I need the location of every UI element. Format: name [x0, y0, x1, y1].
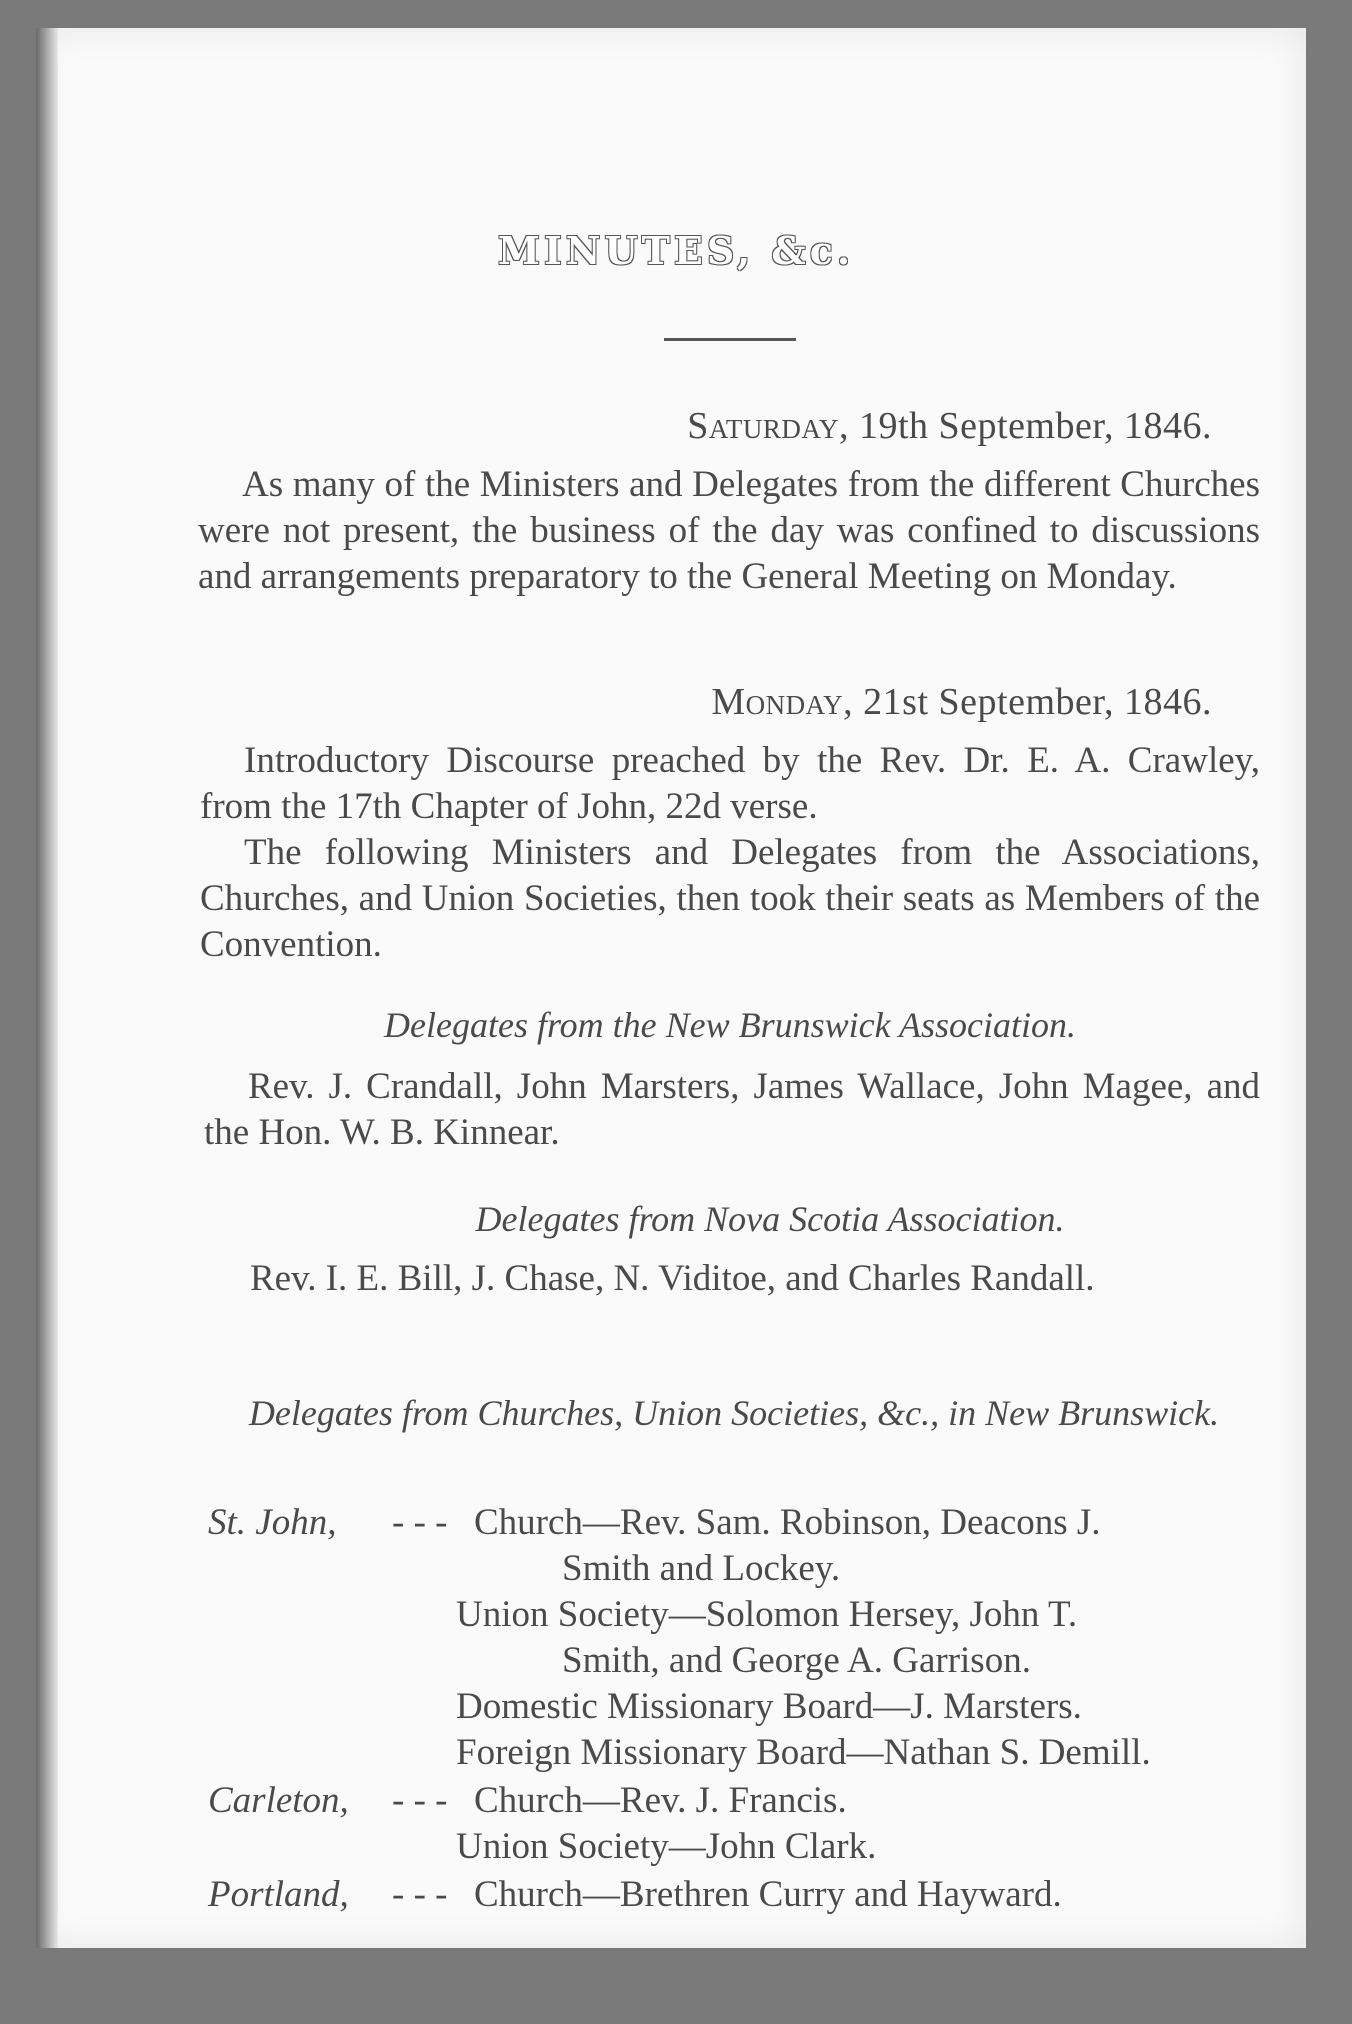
dashes-portland: - - - [392, 1874, 448, 1915]
page-spine [36, 28, 58, 1948]
carleton-church: Church—Rev. J. Francis. [474, 1780, 847, 1821]
ns-association-text: Rev. I. E. Bill, J. Chase, N. Viditoe, and Charles Randall. [250, 1258, 1095, 1299]
page-title: MINUTES, &c. [497, 228, 855, 273]
nb-association-text: Rev. J. Crandall, John Marsters, James Wallace, John Magee, and the Hon. W. B. Kinnear. [204, 1066, 1260, 1153]
st-john-union-society-cont: Smith, and George A. Garrison. [562, 1640, 1031, 1681]
saturday-day: Saturday [687, 405, 839, 447]
ns-association-heading: Delegates from Nova Scotia Association. [475, 1199, 1065, 1239]
monday-paragraph-1: Introductory Discourse preached by the Rev. Dr. E. A. Crawley, from the 17th Chapter of John, 22d verse. [200, 740, 1260, 827]
carleton-union-society: Union Society—John Clark. [456, 1826, 877, 1867]
place-portland: Portland, [208, 1874, 349, 1915]
portland-church: Church—Brethren Curry and Hayward. [474, 1874, 1062, 1915]
st-john-foreign-board: Foreign Missionary Board—Nathan S. Demill. [456, 1732, 1151, 1773]
nb-association-heading: Delegates from the New Brunswick Association. [384, 1005, 1076, 1045]
dashes-carleton: - - - [392, 1780, 448, 1821]
st-john-church-cont: Smith and Lockey. [562, 1548, 841, 1589]
monday-paragraph-2: The following Ministers and Delegates from the Associations, Churches, and Union Societies, then took their seats as Members of the Convention. [200, 832, 1260, 965]
place-carleton: Carleton, [208, 1780, 349, 1821]
dashes-st-john: - - - [392, 1502, 448, 1543]
place-st-john: St. John, [208, 1502, 337, 1543]
saturday-date [600, 404, 1212, 448]
nb-churches-heading: Delegates from Churches, Union Societies, &c., in New Brunswick. [248, 1393, 1220, 1433]
title-rule [664, 338, 796, 341]
st-john-union-society: Union Society—Solomon Hersey, John T. [456, 1594, 1078, 1635]
monday-day: Monday [711, 681, 844, 723]
monday-date-text: , 21st September, 1846. [843, 681, 1212, 723]
st-john-domestic-board: Domestic Missionary Board—J. Marsters. [456, 1686, 1082, 1727]
st-john-church: Church—Rev. Sam. Robinson, Deacons J. [474, 1502, 1101, 1543]
monday-date [600, 680, 1212, 724]
saturday-paragraph: As many of the Ministers and Delegates from the different Churches were not present, the business of the day was confined to discussions and arrangements preparatory to the General Meeting on Monday. [198, 464, 1260, 597]
saturday-date-text: , 19th September, 1846. [838, 405, 1212, 447]
